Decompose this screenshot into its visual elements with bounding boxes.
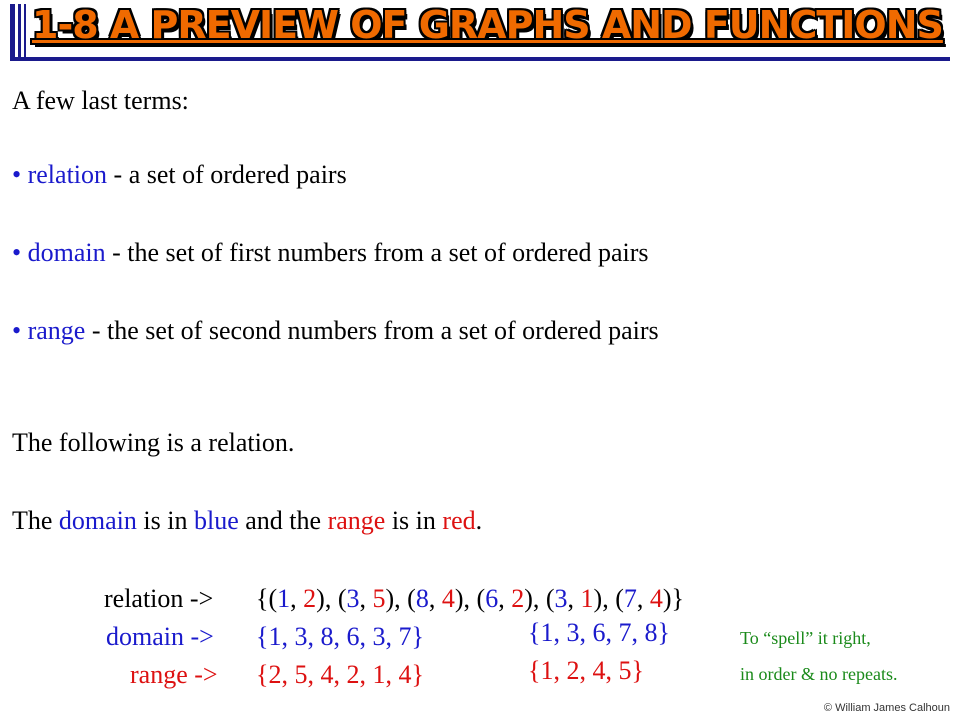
color-key-sentence (12, 506, 482, 536)
range-label: range -> (130, 660, 218, 689)
domain-label: domain -> (106, 622, 214, 651)
range-word: range (327, 506, 386, 535)
blue-word: blue (194, 506, 239, 535)
pair-x: 1 (277, 584, 291, 613)
pair-y: 2 (303, 584, 317, 613)
sentence-text: is in (385, 506, 443, 535)
note-line-2: in order & no repeats. (740, 664, 898, 684)
bullet-dot: • (12, 160, 22, 189)
bullet-dot: • (12, 316, 22, 345)
pair: (6, 2) (476, 584, 533, 613)
title-accent-bars (10, 4, 28, 60)
note-line-1: To “spell” it right, (740, 628, 871, 648)
relation-set: {(1, 2), (3, 5), (8, 4), (6, 2), (3, 1), (7, 4)} (256, 584, 685, 613)
term-relation: relation (27, 160, 108, 189)
pair-x: 8 (415, 584, 429, 613)
sentence-text: . (475, 506, 483, 535)
copyright: © William James Calhoun (823, 702, 950, 714)
domain-word: domain (58, 506, 137, 535)
sentence-text: and the (238, 506, 328, 535)
pair: (3, 5) (337, 584, 395, 613)
term-domain: domain (27, 238, 106, 267)
brace-close: } (671, 584, 685, 613)
bullet-range (12, 316, 659, 346)
pair-x: 6 (485, 584, 499, 613)
pair-x: 3 (554, 584, 568, 613)
pair-y: 4 (649, 584, 663, 613)
title-underline-bar (10, 57, 950, 61)
bullet-dot: • (12, 238, 22, 267)
definition-relation: - a set of ordered pairs (107, 160, 347, 189)
red-word: red (442, 506, 476, 535)
bullet-relation (12, 160, 347, 190)
relation-label: relation -> (104, 584, 214, 613)
pair: (1, 2) (268, 584, 325, 613)
term-range: range (27, 316, 86, 345)
pair: (8, 4) (407, 584, 464, 613)
following-text: The following is a relation. (12, 428, 295, 457)
brace-open: { (256, 584, 269, 613)
pair-x: 7 (623, 584, 637, 613)
sentence-text: The (12, 506, 59, 535)
pair-y: 1 (580, 584, 594, 613)
pair-x: 3 (346, 584, 360, 613)
bullet-domain (12, 238, 649, 268)
domain-set: {1, 3, 8, 6, 3, 7} (256, 622, 424, 651)
pair-y: 2 (511, 584, 525, 613)
pair-y: 5 (372, 584, 386, 613)
sorted-range: {1, 2, 4, 5} (528, 656, 644, 685)
slide-title: 1-8 A PREVIEW OF GRAPHS AND FUNCTIONS (32, 3, 943, 47)
pair: (3, 1) (545, 584, 603, 613)
intro-text: A few last terms: (12, 86, 189, 115)
range-set: {2, 5, 4, 2, 1, 4} (256, 660, 424, 689)
sorted-domain: {1, 3, 6, 7, 8} (528, 618, 670, 647)
sentence-text: is in (136, 506, 194, 535)
pair-y: 4 (441, 584, 455, 613)
pair: (7, 4) (615, 584, 672, 613)
definition-range: - the set of second numbers from a set of ordered pairs (85, 316, 659, 345)
definition-domain: - the set of first numbers from a set of ordered pairs (105, 238, 649, 267)
